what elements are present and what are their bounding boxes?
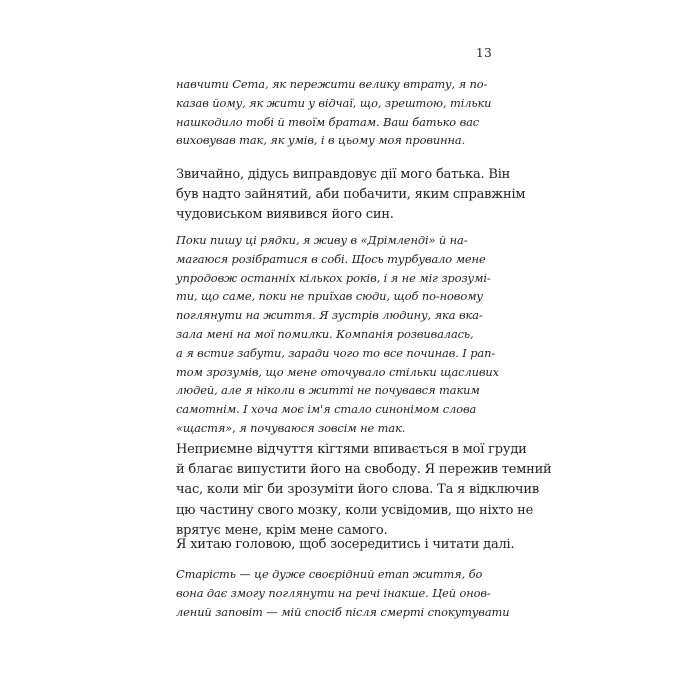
text-line: був надто зайнятий, аби побачити, яким справжнім <box>176 187 526 203</box>
text-line: Неприємне відчуття кігтями впивається в мої груди <box>176 442 527 457</box>
text-line: нашкодило тобі й твоїм братам. Ваш батько вас <box>176 114 480 129</box>
text-line: Звичайно, дідусь виправдовує дії мого батька. Він <box>176 167 511 182</box>
italic-letter-excerpt <box>176 565 510 621</box>
text-line: Я хитаю головою, щоб зосередитись і читати далі. <box>176 537 515 552</box>
italic-letter-excerpt <box>176 231 501 438</box>
text-line: людей, але я ніколи в житті не почувався таким <box>176 383 480 398</box>
text-line: «щастя», я почуваюся зовсім не так. <box>176 420 406 435</box>
text-line: чудовиськом виявився його син. <box>176 207 394 223</box>
text-line: цю частину свого мозку, коли усвідомив, що ніхто не <box>176 502 534 518</box>
text-line: лений заповіт — мій спосіб після смерті спокутувати <box>176 604 510 619</box>
text-line: навчити Сета, як пережити велику втрату, я по- <box>176 77 488 91</box>
page-number: 13 <box>476 46 493 60</box>
text-line: казав йому, як жити у відчаї, що, зрештою, тільки <box>176 95 492 110</box>
italic-letter-excerpt <box>176 75 501 150</box>
text-line: виховував так, як умів, і в цьому моя провинна. <box>176 133 466 148</box>
narrative-paragraph <box>176 535 515 555</box>
narrative-paragraph <box>176 440 552 541</box>
text-line: ти, що саме, поки не приїхав сюди, щоб по-новому <box>176 289 483 304</box>
text-line: й благає випустити його на свободу. Я пережив темний <box>176 462 552 478</box>
text-line: поглянути на життя. Я зустрів людину, яка вка- <box>176 308 483 323</box>
text-line: самотнім. І хоча моє ім'я стало синонімом слова <box>176 402 477 417</box>
text-line: том зрозумів, що мене оточувало стільки щасливих <box>176 364 499 379</box>
text-line: вона дає змогу поглянути на речі інакше. Цей онов- <box>176 585 491 600</box>
text-line: упродовж останніх кількох років, і я не міг зрозумі- <box>176 270 491 285</box>
text-line: врятує мене, крім мене самого. <box>176 522 388 538</box>
text-line: магаюся розібратися в собі. Щось турбувало мене <box>176 251 486 266</box>
text-line: а я встиг забути, заради чого то все починав. І рап- <box>176 345 496 360</box>
text-line: час, коли міг би зрозуміти його слова. Та я відключив <box>176 482 539 498</box>
text-line: Поки пишу ці рядки, я живу в «Дрімленді» й на- <box>176 233 468 247</box>
narrative-paragraph <box>176 165 526 226</box>
text-line: зала мені на мої помилки. Компанія розвивалась, <box>176 326 474 341</box>
text-line: Старість — це дуже своєрідний етап життя, бо <box>176 567 483 581</box>
